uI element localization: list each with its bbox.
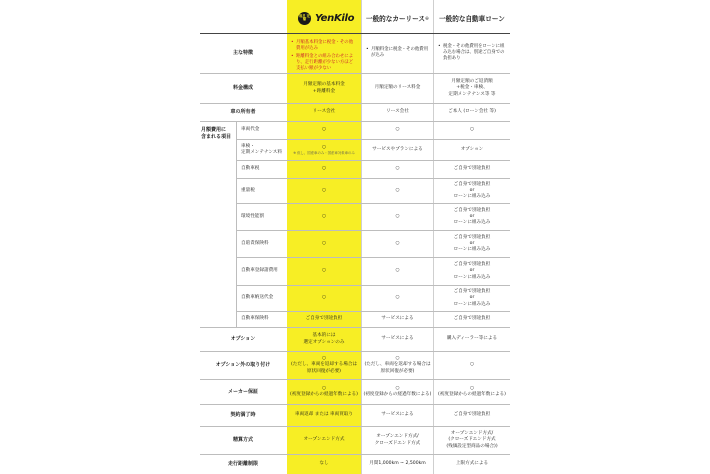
feature-item: • 税金・その他費用をローンに組み込む場合は、別途ご自身での負担あり bbox=[438, 44, 508, 62]
feature-item: • 距離料金との組み合わせにより、走行距離が少ない方ほど支払い額が少ない bbox=[291, 54, 357, 72]
cell-loan-fee: 月額定額のご返済額 +税金・車検、 定期メンテナンス等 等 bbox=[448, 79, 496, 97]
row-label-features: 主な特徴 bbox=[232, 50, 253, 57]
yenkilo-badge-icon: 毎月 定額 bbox=[298, 12, 311, 25]
header-car-loan: 一般的な自動車ローン bbox=[439, 15, 505, 23]
cell-lease-registration: ○ bbox=[395, 268, 400, 274]
cell-lease-fee: 月額定額のリース料金 bbox=[374, 85, 421, 91]
cell-lease-liability-ins: ○ bbox=[395, 240, 400, 246]
cell-yenkilo-settlement: オープンエンド方式 bbox=[303, 437, 345, 443]
registered-mark: ® bbox=[425, 15, 429, 21]
yenkilo-logo bbox=[298, 10, 354, 26]
cell-loan-settlement: オープンエンド方式/ (クローズドエンド方式 (残価設定型商品の場合)) bbox=[446, 431, 498, 449]
row-label-fee: 料金構成 bbox=[232, 85, 253, 92]
loan-feature-list bbox=[438, 44, 508, 64]
header-car-lease-label: 一般的なカーリース bbox=[365, 15, 425, 23]
cell-lease-owner: リース会社 bbox=[386, 109, 409, 115]
cell-yenkilo-mileage-limit: なし bbox=[319, 461, 329, 467]
row-label-mileage-limit: 走行距離制限 bbox=[227, 461, 258, 468]
cell-lease-contract-end: サービスによる bbox=[381, 412, 414, 418]
header-car-lease bbox=[362, 8, 433, 28]
inspection-mark: ○ bbox=[321, 144, 326, 150]
row-label-external: オプション外の取り付け bbox=[215, 362, 271, 369]
row-label-settlement: 精算方式 bbox=[232, 437, 253, 444]
cell-lease-external: ○ (ただし、車両を返却する場合は 原状回復が必要) bbox=[364, 356, 431, 374]
row-label-vehicle: 車両代金 bbox=[241, 127, 260, 133]
row-label-auto-tax: 自動車税 bbox=[241, 166, 260, 172]
cell-lease-options: サービスによる bbox=[381, 336, 414, 342]
row-label-inspection: 車検・ 定期メンテナンス料 bbox=[241, 143, 282, 155]
cell-yenkilo-env-perf: ○ bbox=[321, 213, 326, 219]
row-label-registration: 自動車登録諸費用 bbox=[241, 268, 278, 274]
cell-lease-warranty: ○ (初度登録からの経過年数による) bbox=[363, 385, 432, 397]
cell-yenkilo-auto-tax: ○ bbox=[321, 166, 326, 172]
cell-yenkilo-owner: リース会社 bbox=[312, 109, 336, 115]
cell-yenkilo-fee: 月額定額の基本料金 +距離料金 bbox=[303, 82, 345, 94]
cell-yenkilo-options: 基本的には 選定オプションのみ bbox=[303, 333, 345, 345]
yenkilo-feature-list bbox=[291, 40, 357, 74]
cell-loan-owner: ご本人 (ローン会社 等) bbox=[448, 109, 496, 115]
cell-yenkilo-weight-tax: ○ bbox=[321, 187, 326, 193]
feature-item: • 月額基本料金に税金・その他費用が込み bbox=[291, 40, 357, 52]
cell-loan-liability-ins: ご自身で別途負担 or ローンに組み込み bbox=[453, 234, 491, 253]
row-label-delivery: 自動車納送代金 bbox=[241, 295, 274, 301]
group-divider bbox=[236, 121, 237, 327]
cell-loan-vehicle: ○ bbox=[469, 127, 474, 133]
row-label-owner: 車の所有者 bbox=[230, 109, 256, 116]
row-label-warranty: メーカー保証 bbox=[228, 388, 258, 395]
row-label-insurance: 自動車保険料 bbox=[241, 316, 269, 322]
cell-lease-inspection: サービスやプランによる bbox=[372, 146, 423, 152]
cell-lease-env-perf: ○ bbox=[395, 213, 400, 219]
cell-loan-inspection: オプション bbox=[460, 146, 484, 152]
cell-yenkilo-inspection bbox=[287, 140, 361, 160]
cell-yenkilo-insurance: ご自身で別途負担 bbox=[305, 316, 343, 322]
cell-lease-mileage-limit: 月間1,000km ~ 2,500km bbox=[369, 461, 426, 467]
cell-yenkilo-vehicle: ○ bbox=[321, 127, 326, 133]
cell-lease-insurance: サービスによる bbox=[381, 316, 414, 322]
cell-yenkilo-delivery: ○ bbox=[321, 295, 326, 301]
cell-lease-auto-tax: ○ bbox=[395, 166, 400, 172]
row-label-liability-ins: 自賠責保険料 bbox=[241, 240, 269, 246]
row-label-contract-end: 契約満了時 bbox=[230, 412, 256, 419]
inspection-note: ※ 但し、国産車のみ・国産車対象車のみ bbox=[293, 150, 355, 155]
feature-item: • 月額料金に税金・その他費用が込み bbox=[366, 47, 430, 59]
cell-loan-insurance: ご自身で別途負担 bbox=[453, 316, 491, 322]
cell-loan-weight-tax: ご自身で別途負担 or ローンに組み込み bbox=[453, 181, 491, 200]
row-label-weight-tax: 重量税 bbox=[241, 187, 255, 193]
row-label-options: オプション bbox=[230, 336, 256, 343]
cell-loan-warranty: ○ (初度登録からの経過年数による) bbox=[438, 385, 506, 397]
cell-yenkilo-registration: ○ bbox=[321, 268, 326, 274]
cell-loan-delivery: ご自身で別途負担 or ローンに組み込み bbox=[453, 289, 491, 307]
cell-lease-vehicle: ○ bbox=[395, 127, 400, 133]
cell-loan-registration: ご自身で別途負担 or ローンに組み込み bbox=[453, 262, 491, 280]
cell-lease-weight-tax: ○ bbox=[395, 187, 400, 193]
cell-loan-auto-tax: ご自身で別途負担 bbox=[453, 166, 491, 172]
cell-yenkilo-liability-ins: ○ bbox=[321, 240, 326, 246]
cell-lease-delivery: ○ bbox=[395, 295, 400, 301]
cell-yenkilo-contract-end: 車両返却 または 車両買取り bbox=[294, 412, 354, 418]
group-label-monthly-items: 月額費用に 含まれる項目 bbox=[201, 127, 232, 140]
row-label-env-perf: 環境性能割 bbox=[241, 213, 264, 219]
cell-loan-options: 購入ディーラー等による bbox=[446, 336, 498, 342]
cell-loan-external: ○ bbox=[469, 362, 474, 368]
cell-loan-mileage-limit: 上限方式による bbox=[455, 461, 489, 467]
lease-feature-list bbox=[366, 47, 430, 61]
cell-loan-contract-end: ご自身で別途負担 bbox=[453, 412, 491, 418]
cell-loan-env-perf: ご自身で別途負担 or ローンに組み込み bbox=[453, 207, 491, 226]
cell-lease-settlement: オープンエンド方式/ クローズドエンド方式 bbox=[374, 434, 421, 446]
cell-yenkilo-external: ○ (ただし、車両を返却する場合は 原状回復が必要) bbox=[290, 356, 358, 374]
yenkilo-wordmark: YenKilo bbox=[315, 12, 355, 24]
cell-yenkilo-warranty: ○ (初度登録からの経過年数による) bbox=[290, 385, 358, 397]
